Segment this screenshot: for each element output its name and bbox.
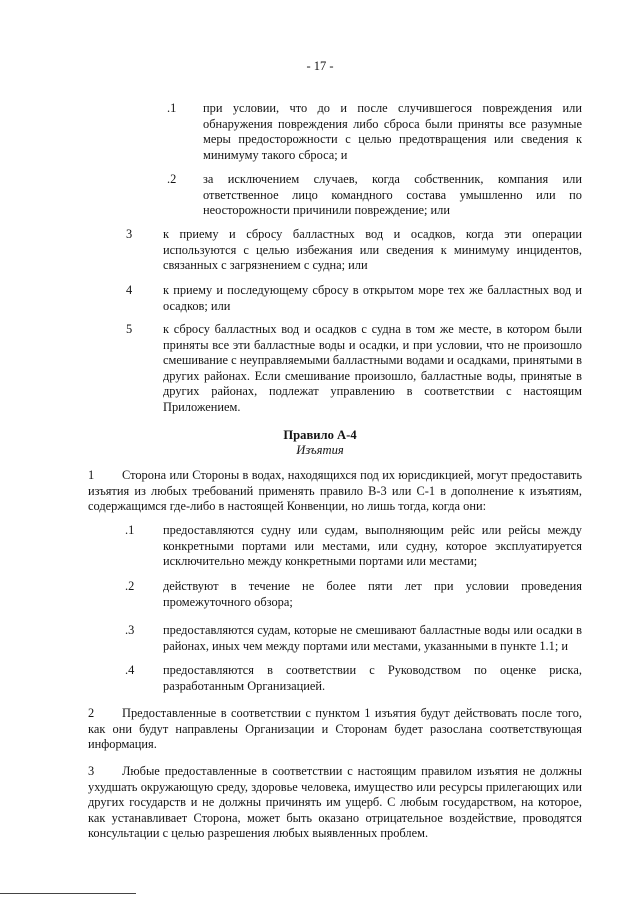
page-number: - 17 - bbox=[306, 59, 334, 73]
item-number: 5 bbox=[126, 322, 133, 336]
item-number: 4 bbox=[126, 283, 133, 297]
item-text: к сбросу балластных вод и осадков с судна в том же месте, в котором были приняты все эти балластные воды и осадки, и при условии, что не произошло смешивание с неуправляемыми балластными водами и осадками, принятыми в других районах. Если смешивание произошло, балластные воды, принятые в других районах, подлежат управлению в соответствии с настоящим Приложением. bbox=[163, 322, 582, 414]
condition-text: предоставляются в соответствии с Руководством по оценке риска, разработанным Организацией. bbox=[163, 663, 582, 693]
paragraph-number: 1 bbox=[88, 468, 95, 482]
footer-rule bbox=[0, 893, 136, 894]
condition-number: .1 bbox=[125, 523, 135, 537]
paragraph-text: Любые предоставленные в соответствии с настоящим правилом изъятия не должны ухудшать окружающую среду, здоровье человека, имущество или ресурсы прилегающих или других государств и не должны причинять им ущерб. С любым государством, на которое, как устанавливает Сторона, может быть оказано отрицательное воздействие, проводятся консультации с целью разрешения любых выявленных проблем. bbox=[88, 764, 582, 841]
condition-number: .2 bbox=[125, 579, 135, 593]
sub-item-text: за исключением случаев, когда собственник, компания или ответственное лицо командного состава умышленно или по неосторожности причинили повреждение; или bbox=[203, 172, 582, 218]
item-number: 3 bbox=[126, 227, 133, 241]
sub-item-number: .2 bbox=[167, 172, 177, 186]
condition-text: действуют в течение не более пяти лет при условии проведения промежуточного обзора; bbox=[163, 579, 582, 609]
sub-item-number: .1 bbox=[167, 101, 177, 115]
condition-number: .4 bbox=[125, 663, 135, 677]
rule-title: Правило А-4 bbox=[283, 428, 357, 442]
condition-text: предоставляются судну или судам, выполняющим рейс или рейсы между конкретными портами или местами, или судну, которое эксплуатируется исключительно между конкретными портами или местами; bbox=[163, 523, 582, 569]
paragraph-text: Предоставленные в соответствии с пунктом 1 изъятия будут действовать после того, как они будут направлены Организации и Сторонам будет разослана соответствующая информация. bbox=[88, 706, 582, 752]
paragraph-text: Сторона или Стороны в водах, находящихся под их юрисдикцией, могут предоставить изъятия из любых требований применять правило В-3 или С-1 в дополнение к изъятиям, содержащимся где-либо в настоящей Конвенции, но лишь тогда, когда они: bbox=[88, 468, 582, 514]
item-text: к приему и последующему сбросу в открытом море тех же балластных вод и осадков; или bbox=[163, 283, 582, 313]
sub-item-text: при условии, что до и после случившегося повреждения или обнаружения повреждения либо сброса были приняты все разумные меры предосторожности с целью предотвращения или сведения к минимуму такого сброса; и bbox=[203, 101, 582, 162]
condition-text: предоставляются судам, которые не смешивают балластные воды или осадки в районах, иных чем между портами или местами, указанными в пункте 1.1; и bbox=[163, 623, 582, 653]
condition-number: .3 bbox=[125, 623, 135, 637]
paragraph-number: 2 bbox=[88, 706, 95, 720]
item-text: к приему и сбросу балластных вод и осадков, когда эти операции используются с целью избежания или сведения к минимуму инцидентов, связанных с загрязнением с судна; или bbox=[163, 227, 582, 273]
rule-subtitle: Изъятия bbox=[296, 443, 344, 457]
paragraph-number: 3 bbox=[88, 764, 95, 778]
